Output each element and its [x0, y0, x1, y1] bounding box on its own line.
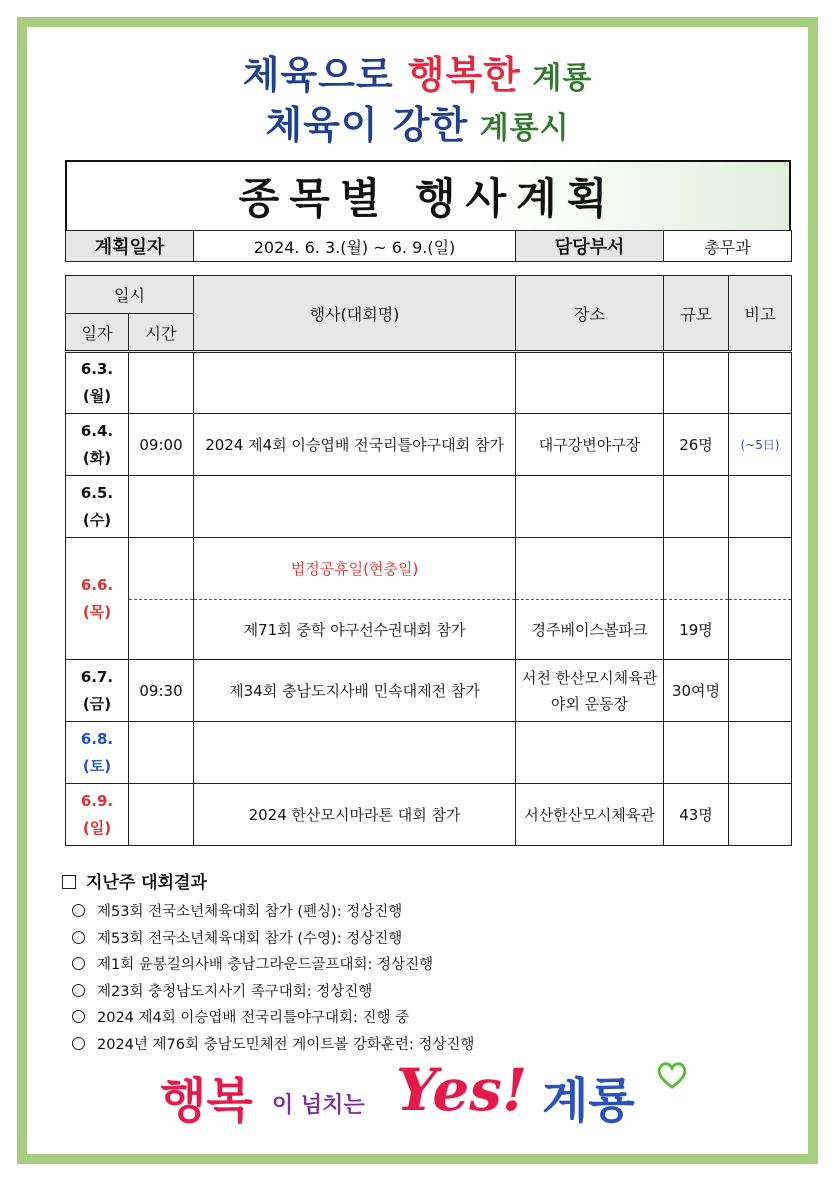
row-date: 6.5. (수) [66, 476, 129, 538]
row-scale [664, 722, 729, 784]
row-event [194, 352, 516, 414]
schedule-table [65, 275, 792, 846]
row-event [194, 476, 516, 538]
row-date: 6.9. (일) [66, 784, 129, 846]
header-time: 시간 [129, 314, 194, 352]
row-note [729, 476, 792, 538]
row-place [516, 476, 664, 538]
footer-slogan-part: 계룡 [542, 1073, 635, 1129]
row-time [129, 600, 194, 660]
header-place: 장소 [516, 276, 664, 352]
row-time [129, 476, 194, 538]
header-date: 일자 [66, 314, 129, 352]
table-row [66, 538, 792, 600]
slogan-text-city: 계룡시 [468, 111, 570, 146]
row-date: 6.3. (월) [66, 352, 129, 414]
circle-bullet-icon [72, 984, 85, 997]
row-scale [664, 538, 729, 600]
list-item: 제1회 윤봉길의사배 충남그라운드골프대회: 정상진행 [62, 952, 782, 979]
row-place [516, 538, 664, 600]
circle-bullet-icon [72, 1037, 85, 1050]
row-scale [664, 476, 729, 538]
results-title: 지난주 대회결과 [62, 868, 782, 893]
row-place: 경주베이스볼파크 [516, 600, 664, 660]
row-place [516, 722, 664, 784]
footer-slogan [150, 1056, 690, 1140]
row-note [729, 538, 792, 600]
table-row [66, 784, 792, 846]
row-event: 2024 제4회 이승엽배 전국리틀야구대회 참가 [194, 414, 516, 476]
plan-date-label: 계획일자 [66, 231, 194, 262]
row-note [729, 784, 792, 846]
title-box [65, 160, 791, 230]
table-row [66, 414, 792, 476]
row-date: 6.8. (토) [66, 722, 129, 784]
row-time [129, 784, 194, 846]
row-scale: 30여명 [664, 660, 729, 722]
row-scale: 43명 [664, 784, 729, 846]
row-time: 09:30 [129, 660, 194, 722]
footer-slogan-part: 행복 [160, 1073, 253, 1129]
slogan-text-highlight: 행복한 [407, 53, 521, 97]
slogan-line2 [0, 94, 835, 149]
circle-bullet-icon [72, 931, 85, 944]
circle-bullet-icon [72, 957, 85, 970]
row-time [129, 722, 194, 784]
row-event [194, 722, 516, 784]
table-row [66, 722, 792, 784]
row-event: 제71회 중학 야구선수권대회 참가 [194, 600, 516, 660]
row-time: 09:00 [129, 414, 194, 476]
row-note: (~5日) [729, 414, 792, 476]
dept-label: 담당부서 [516, 231, 664, 262]
row-note [729, 660, 792, 722]
row-scale: 19명 [664, 600, 729, 660]
slogan-text-city: 계룡 [520, 61, 593, 96]
row-place [516, 352, 664, 414]
table-row [66, 352, 792, 414]
circle-bullet-icon [72, 904, 85, 917]
list-item: 제23회 충청남도지사기 족구대회: 정상진행 [62, 979, 782, 1006]
row-date: 6.4. (화) [66, 414, 129, 476]
row-note [729, 722, 792, 784]
heart-icon [655, 1058, 689, 1092]
list-item: 제53회 전국소년체육대회 참가 (펜싱): 정상진행 [62, 899, 782, 926]
plan-date-value: 2024. 6. 3.(월) ~ 6. 9.(일) [194, 231, 516, 262]
header-event: 행사(대회명) [194, 276, 516, 352]
row-event: 2024 한산모시마라톤 대회 참가 [194, 784, 516, 846]
row-date: 6.7. (금) [66, 660, 129, 722]
footer-slogan-yes: Yes! [396, 1056, 528, 1124]
row-event-holiday: 법정공휴일(현충일) [194, 538, 516, 600]
row-time [129, 352, 194, 414]
row-scale: 26명 [664, 414, 729, 476]
footer-slogan-part: 이 넘치는 [272, 1093, 365, 1118]
table-row [66, 660, 792, 722]
row-note [729, 352, 792, 414]
dept-value: 총무과 [664, 231, 792, 262]
list-item: 2024 제4회 이승엽배 전국리틀야구대회: 진행 중 [62, 1005, 782, 1032]
list-item: 2024년 제76회 충남도민체전 게이트볼 강화훈련: 정상진행 [62, 1032, 782, 1059]
list-item: 제53회 전국소년체육대회 참가 (수영): 정상진행 [62, 926, 782, 953]
row-place: 서천 한산모시체육관 야외 운동장 [516, 660, 664, 722]
table-row [66, 600, 792, 660]
row-note [729, 600, 792, 660]
slogan-text: 체육이 강한 [265, 103, 469, 147]
row-place: 대구강변야구장 [516, 414, 664, 476]
row-scale [664, 352, 729, 414]
row-event: 제34회 충남도지사배 민속대제전 참가 [194, 660, 516, 722]
circle-bullet-icon [72, 1010, 85, 1023]
info-table [65, 230, 792, 262]
row-place: 서산한산모시체육관 [516, 784, 664, 846]
table-row [66, 476, 792, 538]
row-date: 6.6. (목) [66, 538, 129, 660]
page-title: 종목별 행사계획 [238, 174, 618, 223]
header-note: 비고 [729, 276, 792, 352]
header-scale: 규모 [664, 276, 729, 352]
checkbox-icon [62, 875, 76, 889]
slogan-text: 체육으로 [242, 53, 408, 97]
slogan-line1 [0, 44, 835, 99]
header-datetime: 일시 [66, 276, 194, 314]
results-section [62, 868, 782, 1058]
row-time [129, 538, 194, 600]
